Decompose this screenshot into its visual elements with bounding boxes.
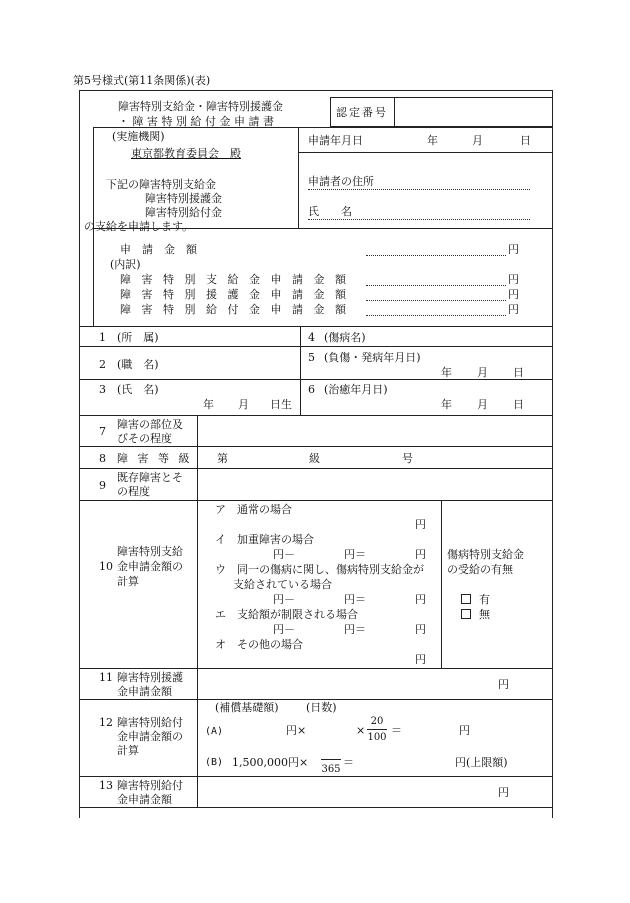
item3-year: 年 — [203, 398, 214, 411]
item10-label-1: 障害特別支給 — [117, 545, 183, 558]
calc12-b: (B) — [205, 757, 224, 768]
grade-go: 号 — [402, 452, 413, 465]
calc12-a-yen: 円 — [459, 724, 470, 737]
item13-no: 13 — [99, 779, 113, 792]
calc12-a-times: × — [356, 724, 366, 737]
form-title-line2: ・ 障 害 特 別 給 付 金 申 請 書 — [118, 115, 274, 128]
item1-label: (所 属) — [117, 331, 159, 344]
form-title-line1: 障害特別支給金・障害特別援護金 — [118, 100, 283, 113]
item11-no: 11 — [99, 671, 113, 684]
date-year: 年 — [427, 134, 438, 147]
b-denominator: 365 — [321, 764, 341, 775]
name-field[interactable] — [308, 219, 530, 220]
breakdown-yen1: 円 — [508, 273, 519, 286]
item1-no: 1 — [99, 331, 106, 344]
side-label-1: 傷病特別支給金 — [447, 548, 524, 561]
item8-no: 8 — [99, 452, 106, 465]
name-label: 氏 名 — [308, 205, 352, 218]
calc-e-yen: 円 — [415, 623, 426, 636]
item13-yen: 円 — [498, 786, 509, 799]
breakdown-field2[interactable] — [366, 300, 506, 301]
calc-u-label: ウ 同一の傷病に関し、傷病特別支給金が — [215, 563, 424, 576]
address-label: 申請者の住所 — [308, 175, 374, 188]
item5-no: 5 — [308, 351, 315, 364]
item3-no: 3 — [99, 383, 106, 396]
item9-no: 9 — [99, 479, 106, 492]
item6-year: 年 — [441, 398, 452, 411]
item12-label-1: 障害特別給付 — [117, 716, 183, 729]
form-number: 第5号様式(第11条関係)(表) — [73, 74, 211, 87]
breakdown-field1[interactable] — [366, 285, 506, 286]
calc-i-label: イ 加重障害の場合 — [215, 533, 314, 546]
calc12-b-limit: 円(上限額) — [455, 756, 508, 769]
total-amount-label: 申 請 金 額 — [120, 243, 197, 256]
item7-field[interactable] — [199, 417, 551, 445]
item10-label-2: 金申請金額の — [117, 560, 183, 573]
item13-label-2: 金申請金額 — [117, 793, 172, 806]
calc12-a: (A) — [205, 726, 224, 737]
item13-label-1: 障害特別給付 — [117, 779, 183, 792]
opt-no-label: 無 — [479, 608, 490, 621]
breakdown-line1: 障害特別支給金申請金額 — [120, 273, 357, 286]
item11-yen: 円 — [498, 678, 509, 691]
days-label: (日数) — [306, 701, 337, 714]
date-label: 申請年月日 — [308, 134, 363, 147]
calc-o-yen: 円 — [415, 653, 426, 666]
breakdown-field3[interactable] — [366, 315, 506, 316]
grade-dai: 第 — [217, 452, 228, 465]
base-amount-label: (補償基礎額) — [215, 701, 279, 714]
item5-month: 月 — [477, 366, 488, 379]
grade-kyu: 級 — [309, 452, 320, 465]
breakdown-line3: 障害特別給付金申請金額 — [120, 303, 357, 316]
item6-label: (治癒年月日) — [324, 383, 388, 396]
calc-u-minus: 円－ — [273, 593, 295, 606]
date-day: 日 — [520, 134, 531, 147]
item7-no: 7 — [99, 425, 106, 438]
breakdown-line2: 障害特別援護金申請金額 — [120, 288, 357, 301]
item4-no: 4 — [308, 331, 315, 344]
item12-label-2: 金申請金額の — [117, 730, 183, 743]
item6-no: 6 — [308, 383, 315, 396]
frac-numerator: 20 — [370, 716, 384, 727]
calc12-a-yen-times: 円× — [286, 724, 307, 737]
item6-month: 月 — [477, 398, 488, 411]
opt-yes-label: 有 — [479, 593, 490, 606]
total-amount-field[interactable] — [366, 255, 506, 256]
calc-e-label: エ 支給額が制限される場合 — [215, 608, 358, 621]
calc-i-minus: 円－ — [273, 548, 295, 561]
item2-label: (職 名) — [117, 358, 159, 371]
item6-day: 日 — [513, 398, 524, 411]
total-yen: 円 — [508, 243, 519, 256]
request-line4: の支給を申請します。 — [84, 220, 194, 233]
calc-a-yen: 円 — [415, 518, 426, 531]
item10-label-3: 計算 — [117, 575, 139, 588]
calc12-a-eq: ＝ — [391, 724, 402, 737]
item3-birth: 日生 — [270, 398, 292, 411]
item3-month: 月 — [238, 398, 249, 411]
calc-u-yen: 円 — [415, 593, 426, 606]
request-line3: 障害特別給付金 — [145, 206, 222, 219]
item4-label: (傷病名) — [324, 331, 366, 344]
item5-year: 年 — [441, 366, 452, 379]
opt-yes[interactable] — [461, 593, 490, 606]
cert-number-label: 認定番号 — [336, 106, 388, 119]
calc-e-equal: 円＝ — [344, 623, 366, 636]
item7-label-1: 障害の部位及 — [117, 418, 183, 431]
item9-label-1: 既存障害とそ — [117, 471, 183, 484]
frac-denominator: 100 — [367, 732, 387, 743]
breakdown-yen3: 円 — [508, 303, 519, 316]
calc12-b-amount: 1,500,000円× — [232, 756, 309, 769]
item12-no: 12 — [99, 716, 113, 729]
address-field[interactable] — [308, 189, 530, 190]
date-month: 月 — [472, 134, 483, 147]
item8-label: 障 害 等 級 — [117, 452, 193, 465]
item9-label-2: の程度 — [117, 485, 150, 498]
calc-a-label: ア 通常の場合 — [215, 503, 292, 516]
side-label-2: の受給の有無 — [447, 563, 513, 576]
item9-field[interactable] — [199, 470, 551, 498]
calc-e-minus: 円－ — [273, 623, 295, 636]
calc-u-label-2: 支給されている場合 — [233, 578, 332, 591]
item5-day: 日 — [513, 366, 524, 379]
checkbox-no[interactable] — [461, 609, 471, 619]
agency-label: (実施機関) — [112, 130, 165, 143]
item10-no: 10 — [99, 560, 113, 573]
item7-label-2: びその程度 — [117, 432, 172, 445]
calc-u-equal: 円＝ — [344, 593, 366, 606]
item5-label: (負傷・発病年月日) — [324, 351, 421, 364]
item2-no: 2 — [99, 358, 106, 371]
opt-no[interactable] — [461, 608, 490, 621]
request-line1: 下記の障害特別支給金 — [106, 178, 216, 191]
calc12-b-eq: ＝ — [343, 756, 354, 769]
breakdown-label: (内訳) — [110, 258, 141, 271]
agency-name: 東京都教育委員会 殿 — [131, 147, 241, 160]
item11-label-1: 障害特別援護 — [117, 671, 183, 684]
checkbox-yes[interactable] — [461, 594, 471, 604]
calc-i-equal: 円＝ — [344, 548, 366, 561]
item3-label: (氏 名) — [117, 383, 159, 396]
request-line2: 障害特別援護金 — [145, 192, 222, 205]
item12-label-3: 計算 — [117, 744, 139, 757]
calc-i-yen: 円 — [415, 548, 426, 561]
breakdown-yen2: 円 — [508, 288, 519, 301]
calc-o-label: オ その他の場合 — [215, 638, 303, 651]
item11-label-2: 金申請金額 — [117, 685, 172, 698]
cert-number-field[interactable] — [396, 99, 550, 125]
